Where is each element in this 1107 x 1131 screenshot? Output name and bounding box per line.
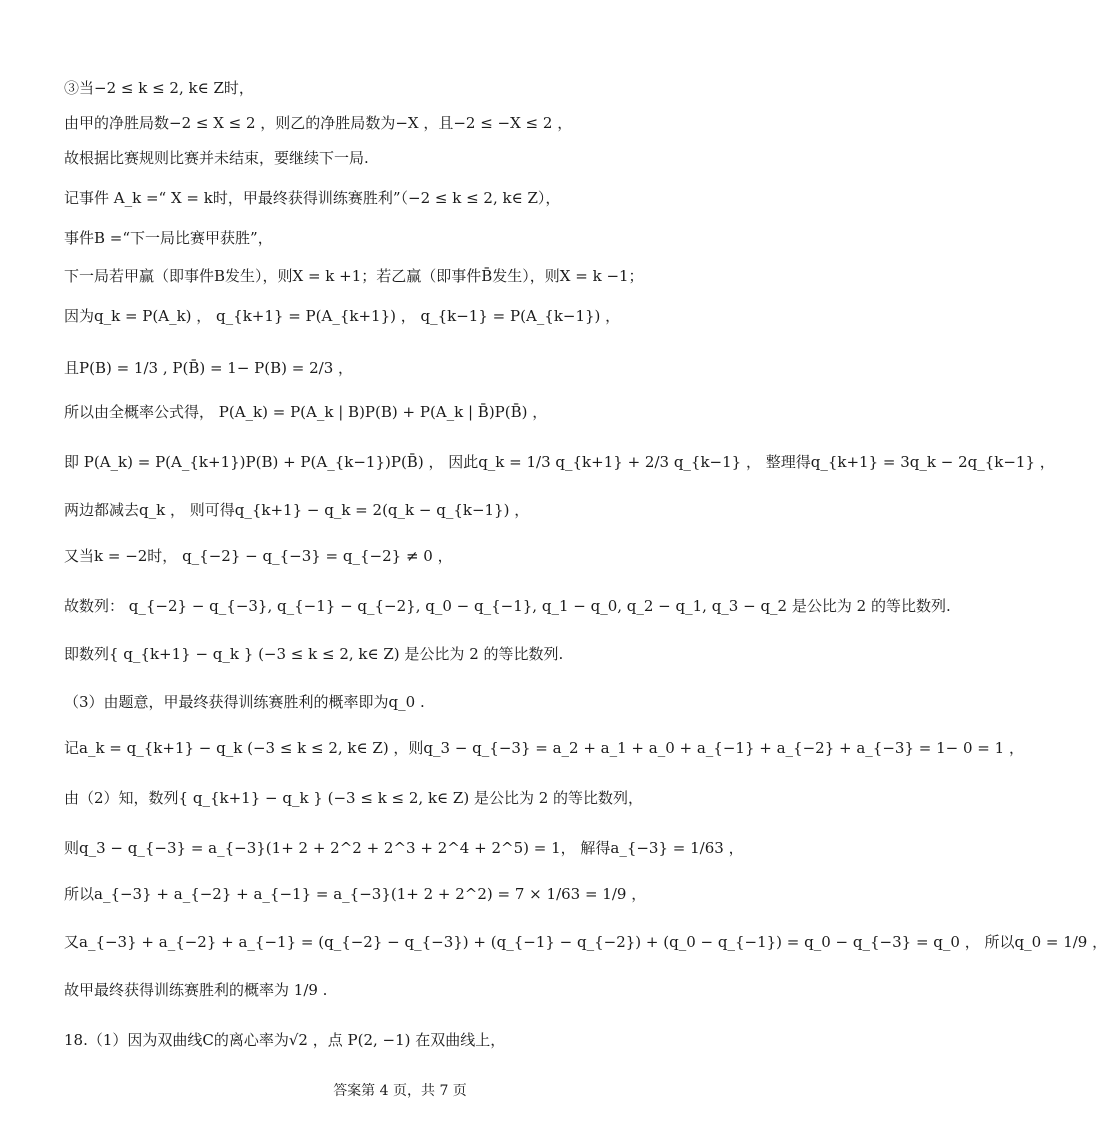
text-line: 即数列{ q_{k+1} − q_k } (−3 ≤ k ≤ 2, k∈ Z) 是公比为 2 的等比数列. — [64, 645, 564, 663]
text-line: 18.（1）因为双曲线C的离心率为√2 ，点 P(2, −1) 在双曲线上， — [64, 1031, 506, 1049]
text-line: 且P(B) = 1/3 , P(B̄) = 1− P(B) = 2/3 ， — [64, 359, 354, 377]
text-line: ③当−2 ≤ k ≤ 2, k∈ Z时， — [64, 79, 254, 97]
text-line: 记事件 A_k =“ X = k时，甲最终获得训练赛胜利”（−2 ≤ k ≤ 2, k∈ Z）， — [64, 189, 561, 207]
text-line: 故数列： q_{−2} − q_{−3}, q_{−1} − q_{−2}, q_0 − q_{−1}, q_1 − q_0, q_2 − q_1, q_3 − q_2 是公比为 2 的等比数列. — [64, 597, 951, 615]
text-line: 又a_{−3} + a_{−2} + a_{−1} = (q_{−2} − q_{−3}) + (q_{−1} − q_{−2}) + (q_0 − q_{−1}) = q_0 − q_{−3} = q_0 ， 所以q_0 = 1/9 ， — [64, 933, 1107, 951]
text-line: 因为q_k = P(A_k) ， q_{k+1} = P(A_{k+1}) ， q_{k−1} = P(A_{k−1}) ， — [64, 307, 621, 325]
text-line: 由（2）知，数列{ q_{k+1} − q_k } (−3 ≤ k ≤ 2, k∈ Z) 是公比为 2 的等比数列， — [64, 789, 644, 807]
text-line: 由甲的净胜局数−2 ≤ X ≤ 2 ，则乙的净胜局数为−X ，且−2 ≤ −X ≤ 2 ， — [64, 114, 573, 132]
text-line: 故根据比赛规则比赛并未结束，要继续下一局. — [64, 149, 369, 167]
text-line: 两边都减去q_k ， 则可得q_{k+1} − q_k = 2(q_k − q_{k−1}) ， — [64, 501, 530, 519]
text-line: 则q_3 − q_{−3} = a_{−3}(1+ 2 + 2^2 + 2^3 + 2^4 + 2^5) = 1， 解得a_{−3} = 1/63 ， — [64, 839, 744, 857]
text-line: 又当k = −2时， q_{−2} − q_{−3} = q_{−2} ≠ 0 ， — [64, 547, 453, 565]
text-line: 所以a_{−3} + a_{−2} + a_{−1} = a_{−3}(1+ 2 + 2^2) = 7 × 1/63 = 1/9 ， — [64, 885, 647, 903]
text-line: 记a_k = q_{k+1} − q_k (−3 ≤ k ≤ 2, k∈ Z) ，则q_3 − q_{−3} = a_2 + a_1 + a_0 + a_{−1} + a_{−2} + a_{−3} = 1− 0 = 1 ， — [64, 739, 1024, 757]
text-line: 事件B =“下一局比赛甲获胜”， — [64, 229, 273, 247]
text-line: （3）由题意，甲最终获得训练赛胜利的概率即为q_0 . — [64, 693, 425, 711]
text-line: 所以由全概率公式得， P(A_k) = P(A_k | B)P(B) + P(A_k | B̄)P(B̄) ， — [64, 403, 548, 421]
text-line: 故甲最终获得训练赛胜利的概率为 1/9 . — [64, 981, 328, 999]
text-line: 即 P(A_k) = P(A_{k+1})P(B) + P(A_{k−1})P(B̄) ， 因此q_k = 1/3 q_{k+1} + 2/3 q_{k−1} ， 整理得q_{k+1} = 3q_k − 2q_{k−1} ， — [64, 453, 1055, 471]
page-footer: 答案第 4 页，共 7 页 — [333, 1083, 467, 1099]
text-line: 下一局若甲赢（即事件B发生），则X = k +1；若乙赢（即事件B̄发生），则X = k −1； — [64, 267, 644, 285]
